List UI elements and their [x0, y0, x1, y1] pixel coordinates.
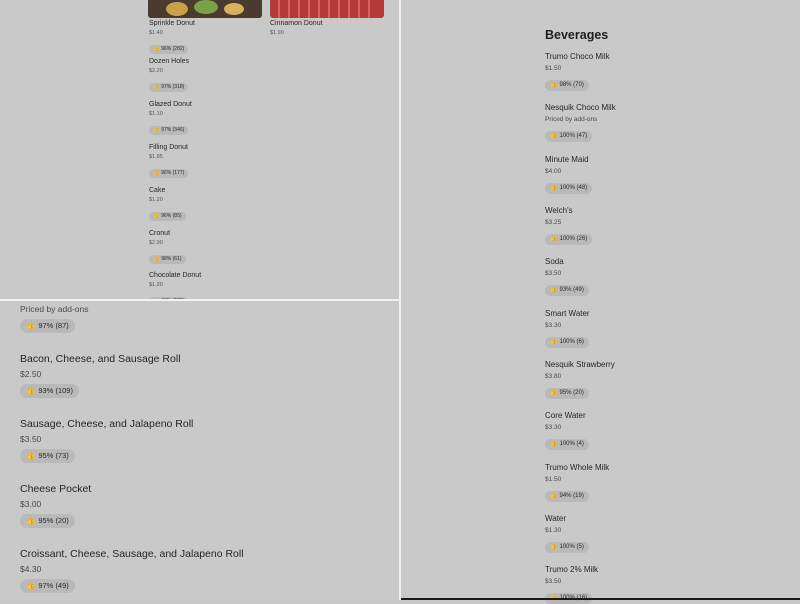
rating-badge: 👍 100% (26) [545, 234, 592, 245]
thumbs-up-icon: 👍 [26, 581, 36, 590]
item-price: $3.25 [545, 219, 562, 226]
item-price: $1.50 [545, 65, 562, 72]
rating-badge: 👍 97% (49) [20, 579, 75, 593]
rating-badge: 👍 100% (48) [545, 183, 592, 194]
thumbs-up-icon: 👍 [153, 127, 160, 133]
panel-divider-horizontal [0, 299, 400, 301]
item-price: $1.30 [545, 527, 562, 534]
rating-badge: 👍 95% (73) [20, 449, 75, 463]
rating-badge: 👍 95% (20) [545, 388, 589, 399]
donuts-panel [0, 0, 399, 299]
rating-badge: 👍 97% (87) [20, 319, 75, 333]
rating-badge: 👍 96% (85) [149, 212, 186, 221]
thumbs-up-icon: 👍 [153, 170, 160, 176]
beverages-panel [401, 0, 800, 598]
item-price: $1.95 [149, 154, 163, 160]
cinnamon-donut-image[interactable] [270, 0, 384, 18]
section-title: Beverages [545, 28, 609, 42]
menu-item[interactable] [20, 482, 91, 528]
rating-badge: 👍 94% (19) [545, 491, 589, 502]
item-price: $1.90 [270, 30, 284, 36]
rating-badge: 👍 97% (346) [149, 126, 188, 135]
menu-item[interactable] [20, 547, 244, 593]
item-price: $1.20 [149, 197, 163, 203]
rating-badge: 👍 97% (318) [149, 83, 188, 92]
item-name: Sausage, Cheese, and Jalapeno Roll [20, 418, 194, 430]
thumbs-up-icon: 👍 [26, 386, 36, 395]
item-price: $2.20 [149, 68, 163, 74]
thumbs-up-icon: 👍 [153, 46, 160, 52]
rolls-panel [0, 301, 399, 600]
thumbs-up-icon: 👍 [550, 287, 558, 293]
menu-item[interactable] [545, 308, 590, 348]
item-name: Croissant, Cheese, Sausage, and Jalapeno Roll [20, 548, 244, 560]
thumbs-up-icon: 👍 [153, 213, 160, 219]
rating-badge: 👍 100% (5) [545, 542, 589, 553]
item-price: Priced by add-ons [20, 304, 89, 314]
item-price: $4.30 [20, 564, 42, 574]
item-price: $3.30 [545, 322, 562, 329]
item-name: Cheese Pocket [20, 483, 92, 495]
item-name: Minute Maid [545, 155, 589, 164]
menu-item[interactable] [545, 102, 616, 142]
item-name: Trumo Choco Milk [545, 52, 610, 61]
item-name: Welch's [545, 206, 573, 215]
menu-item[interactable] [149, 100, 192, 136]
item-name: Cronut [149, 230, 171, 237]
thumbs-up-icon: 👍 [550, 185, 558, 191]
item-price: $1.40 [149, 30, 163, 36]
item-name: Glazed Donut [149, 101, 192, 108]
rating-badge: 👍 98% (61) [149, 255, 186, 264]
item-price: $3.30 [545, 424, 562, 431]
thumbs-up-icon: 👍 [550, 133, 558, 139]
rating-badge: 👍 100% (4) [545, 439, 589, 450]
menu-item[interactable] [149, 143, 188, 179]
sprinkle-donut-image[interactable] [148, 0, 262, 18]
rating-badge: 👍 93% (49) [545, 285, 589, 296]
thumbs-up-icon: 👍 [26, 451, 36, 460]
panel-divider-vertical [399, 0, 401, 600]
item-price: Priced by add-ons [545, 116, 598, 123]
item-name: Chocolate Donut [149, 272, 202, 279]
menu-item[interactable] [149, 186, 186, 222]
item-name: Nesquik Choco Milk [545, 103, 616, 112]
item-price: $3.80 [545, 373, 562, 380]
menu-item[interactable] [545, 256, 589, 296]
rating-badge: 👍 95% (20) [20, 514, 75, 528]
thumbs-up-icon: 👍 [550, 339, 558, 345]
thumbs-up-icon: 👍 [550, 441, 558, 447]
thumbs-up-icon: 👍 [550, 236, 558, 242]
menu-item-sprinkle-donut[interactable] [149, 19, 195, 55]
item-name: Smart Water [545, 309, 590, 318]
item-name: Soda [545, 257, 564, 266]
rating-badge: 👍 96% (282) [149, 45, 188, 54]
item-name: Filling Donut [149, 144, 188, 151]
menu-item[interactable] [545, 410, 589, 450]
item-name: Cinnamon Donut [270, 20, 323, 27]
menu-item-cinnamon-donut[interactable] [270, 19, 323, 37]
thumbs-up-icon: 👍 [550, 493, 558, 499]
item-price: $2.50 [20, 369, 42, 379]
thumbs-up-icon: 👍 [153, 256, 160, 262]
panel-bottom-edge [401, 598, 800, 600]
menu-item[interactable] [545, 154, 592, 194]
thumbs-up-icon: 👍 [26, 321, 36, 330]
item-price: $2.90 [149, 240, 163, 246]
item-name: Cake [149, 187, 166, 194]
item-price: $1.10 [149, 111, 163, 117]
item-name: Trumo 2% Milk [545, 565, 599, 574]
menu-item[interactable] [545, 462, 609, 502]
item-name: Water [545, 514, 567, 523]
item-price: $4.00 [545, 168, 562, 175]
menu-item[interactable] [20, 352, 181, 398]
item-name: Bacon, Cheese, and Sausage Roll [20, 353, 181, 365]
item-price: $3.00 [20, 499, 42, 509]
item-name: Nesquik Strawberry [545, 360, 615, 369]
menu-item[interactable] [149, 229, 186, 265]
menu-item[interactable] [545, 51, 610, 91]
menu-item[interactable] [149, 57, 189, 93]
menu-item[interactable] [545, 205, 592, 245]
thumbs-up-icon: 👍 [153, 84, 160, 90]
rating-badge: 👍 98% (70) [545, 80, 589, 91]
thumbs-up-icon: 👍 [550, 82, 558, 88]
item-name: Dozen Holes [149, 58, 190, 65]
menu-item[interactable] [545, 359, 615, 399]
item-price: $3.50 [20, 434, 42, 444]
item-price: $1.20 [149, 282, 163, 288]
thumbs-up-icon: 👍 [550, 544, 558, 550]
item-price: $3.50 [545, 270, 562, 277]
item-name: Trumo Whole Milk [545, 463, 610, 472]
rating-badge: 👍 100% (47) [545, 131, 592, 142]
menu-item[interactable] [20, 303, 89, 333]
rating-badge: 👍 96% (177) [149, 169, 188, 178]
rating-badge: 👍 100% (6) [545, 337, 589, 348]
thumbs-up-icon: 👍 [550, 390, 558, 396]
menu-item[interactable] [545, 513, 589, 553]
menu-item[interactable] [20, 417, 193, 463]
item-name: Core Water [545, 411, 586, 420]
thumbs-up-icon: 👍 [26, 516, 36, 525]
item-price: $1.50 [545, 476, 562, 483]
rating-badge: 👍 93% (109) [20, 384, 79, 398]
item-name: Sprinkle Donut [149, 20, 195, 27]
item-price: $3.50 [545, 578, 562, 585]
